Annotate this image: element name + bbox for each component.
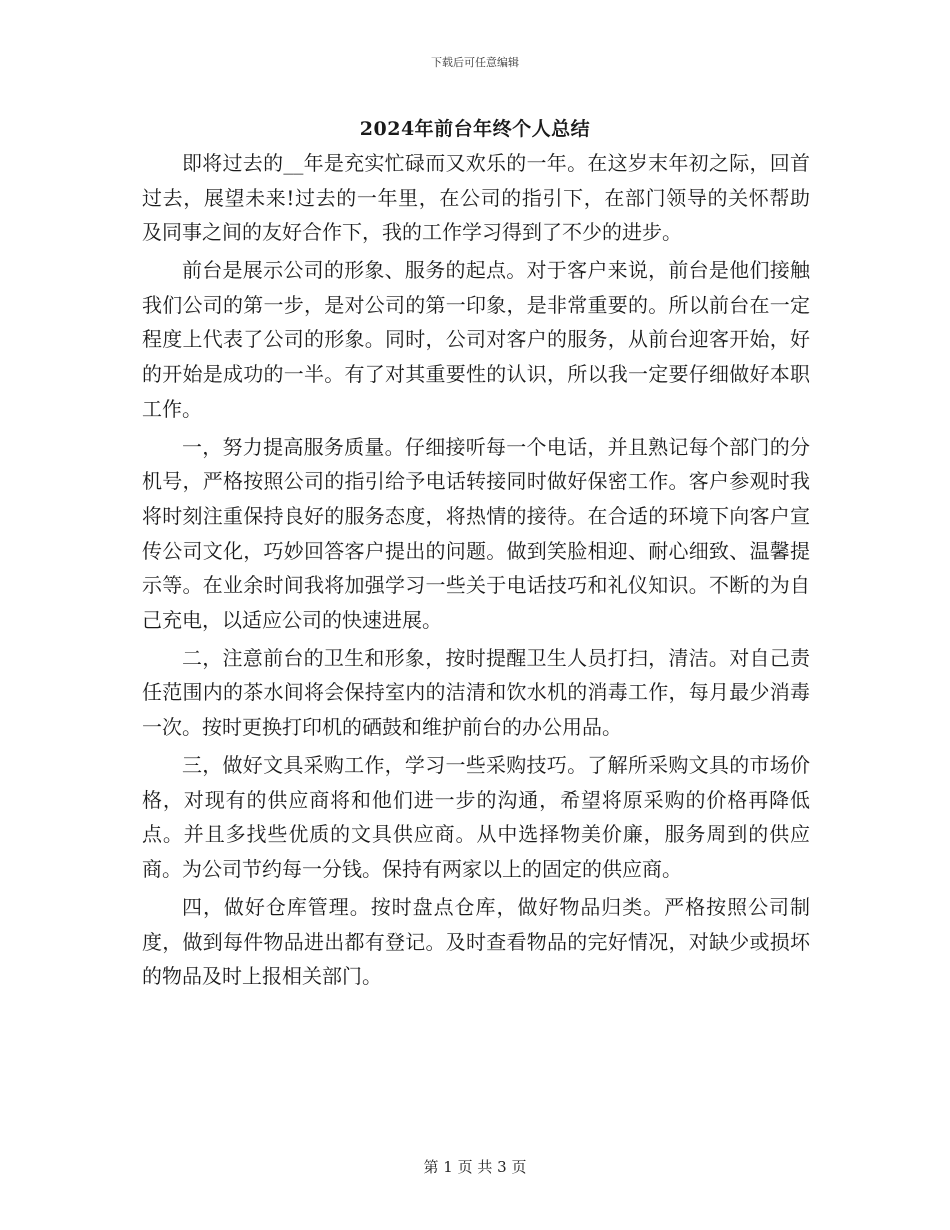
page-header-note: 下载后可任意编辑 <box>431 56 519 69</box>
paragraph-hygiene: 二，注意前台的卫生和形象，按时提醒卫生人员打扫，清洁。对自己责任范围内的茶水间将会保持室内的洁清和饮水机的消毒工作，每月最少消毒一次。按时更换打印机的硒鼓和维护前台的办公用品。 <box>142 645 810 739</box>
document-title: 2024年前台年终个人总结 <box>359 118 591 140</box>
document-body <box>142 146 810 997</box>
paragraph-warehouse: 四，做好仓库管理。按时盘点仓库，做好物品归类。严格按照公司制度，做到每件物品进出都有登记。及时查看物品的完好情况，对缺少或损坏的物品及时上报相关部门。 <box>142 894 810 989</box>
paragraph-service-quality: 一，努力提高服务质量。仔细接听每一个电话，并且熟记每个部门的分机号，严格按照公司的指引给予电话转接同时做好保密工作。客户参观时我将时刻注重保持良好的服务态度，将热情的接待。在合适的环境下向客户宣传公司文化，巧妙回答客户提出的问题。做到笑脸相迎、耐心细致、温馨提示等。在业余时间我将加强学习一些关于电话技巧和礼仪知识。不断的为自己充电，以适应公司的快速进展。 <box>142 434 810 632</box>
paragraph-procurement: 三，做好文具采购工作，学习一些采购技巧。了解所采购文具的市场价格，对现有的供应商将和他们进一步的沟通，希望将原采购的价格再降低点。并且多找些优质的文具供应商。从中选择物美价廉，服务周到的供应商。为公司节约每一分钱。保持有两家以上的固定的供应商。 <box>142 753 810 881</box>
paragraph-intro: 即将过去的__年是充实忙碌而又欢乐的一年。在这岁末年初之际，回首过去，展望未来!过去的一年里，在公司的指引下，在部门领导的关怀帮助及同事之间的友好合作下，我的工作学习得到了不少的进步。 <box>142 151 810 245</box>
paragraph-front-desk-role: 前台是展示公司的形象、服务的起点。对于客户来说，前台是他们接触我们公司的第一步，是对公司的第一印象，是非常重要的。所以前台在一定程度上代表了公司的形象。同时，公司对客户的服务，从前台迎客开始，好的开始是成功的一半。有了对其重要性的认识，所以我一定要仔细做好本职工作。 <box>142 258 810 421</box>
page-number: 第 1 页 共 3 页 <box>423 1158 527 1176</box>
